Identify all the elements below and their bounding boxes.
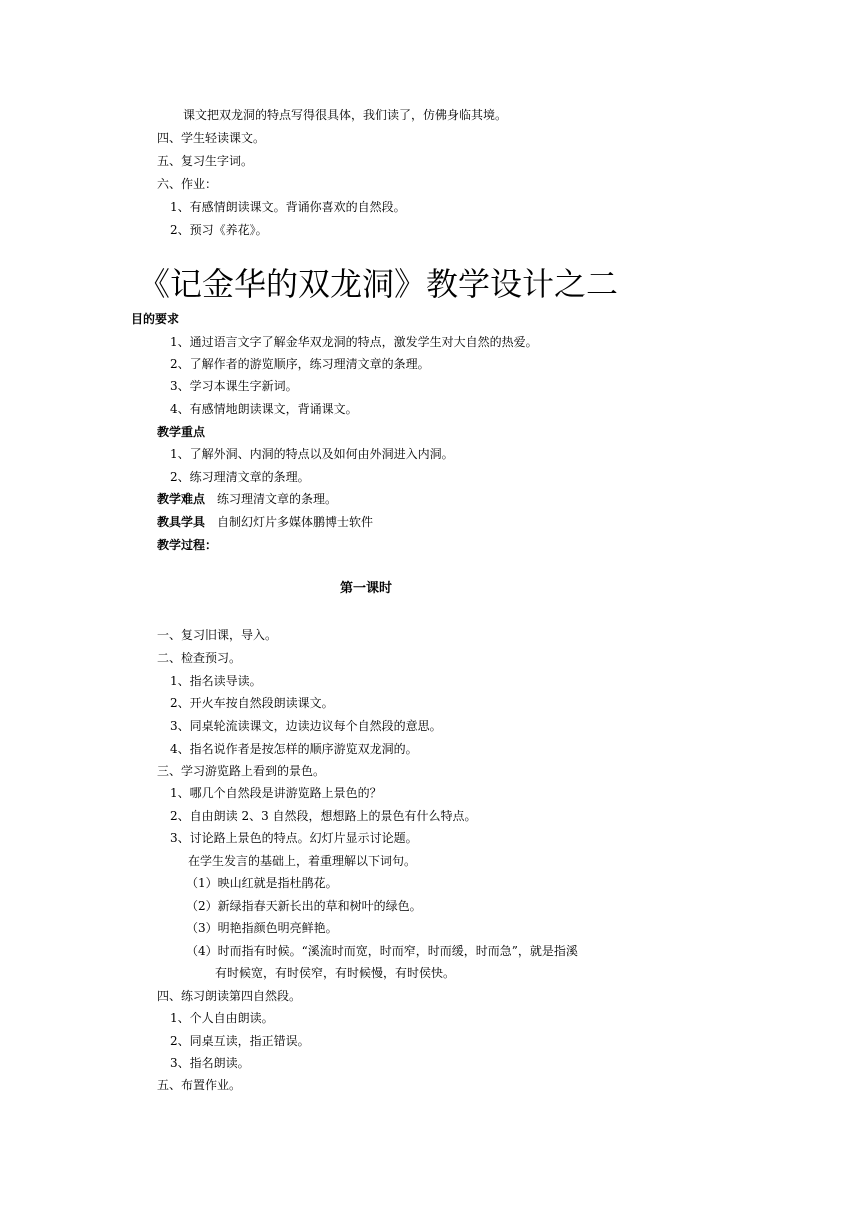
- key-item: 2、练习理清文章的条理。: [170, 470, 310, 484]
- tools-text: 自制幻灯片多媒体鹏博士软件: [217, 515, 374, 529]
- lesson-line: 1、指名读导读。: [170, 674, 262, 688]
- lesson-line: 一、复习旧课，导入。: [157, 628, 278, 642]
- tools-row: [157, 514, 373, 530]
- goal-item: 1、通过语言文字了解金华双龙洞的特点，激发学生对大自然的热爱。: [170, 335, 538, 349]
- goals-heading: 目的要求: [131, 312, 180, 326]
- prev-homework-1: 1、有感情朗读课文。背诵你喜欢的自然段。: [170, 200, 406, 214]
- lesson-line: 有时候宽，有时侯窄，有时候慢，有时侯快。: [215, 966, 456, 980]
- tools-label: 教具学具: [157, 515, 206, 529]
- lesson-line: 1、个人自由朗读。: [170, 1011, 274, 1025]
- key-item: 1、了解外洞、内洞的特点以及如何由外洞进入内洞。: [170, 447, 454, 461]
- lesson-line: 3、讨论路上景色的特点。幻灯片显示讨论题。: [170, 831, 418, 845]
- lesson-line: （1）映山红就是指杜鹃花。: [186, 876, 338, 890]
- lesson-line: 1、哪几个自然段是讲游览路上景色的？: [170, 786, 382, 800]
- prev-step-4: 四、学生轻读课文。: [157, 131, 266, 145]
- difficulty-text: 练习理清文章的条理。: [217, 492, 338, 506]
- lesson-line: 四、练习朗读第四自然段。: [157, 989, 302, 1003]
- prev-text-line: 课文把双龙洞的特点写得很具体，我们读了，仿佛身临其境。: [183, 108, 508, 122]
- lesson-line: 在学生发言的基础上，着重理解以下词句。: [188, 854, 417, 868]
- lesson-line: 2、同桌互读，指正错误。: [170, 1034, 310, 1048]
- lesson-heading: 第一课时: [340, 581, 393, 596]
- prev-step-6: 六、作业：: [157, 177, 218, 191]
- difficulty-row: [157, 491, 337, 507]
- document-title: 《记金华的双龙洞》教学设计之二: [138, 265, 619, 303]
- lesson-line: 3、指名朗读。: [170, 1056, 250, 1070]
- lesson-line: （4）时而指有时候。“溪流时而宽，时而窄，时而缓，时而急”，就是指溪: [186, 944, 578, 958]
- lesson-line: 五、布置作业。: [157, 1078, 242, 1092]
- goal-item: 4、有感情地朗读课文，背诵课文。: [170, 402, 358, 416]
- lesson-line: （2）新绿指春天新长出的草和树叶的绿色。: [186, 899, 422, 913]
- lesson-line: 二、检查预习。: [157, 651, 242, 665]
- goal-item: 2、了解作者的游览顺序，练习理清文章的条理。: [170, 357, 430, 371]
- key-heading: 教学重点: [157, 425, 206, 439]
- goal-item: 3、学习本课生字新词。: [170, 379, 298, 393]
- lesson-line: 3、同桌轮流读课文，边读边议每个自然段的意思。: [170, 719, 442, 733]
- difficulty-label: 教学难点: [157, 492, 206, 506]
- lesson-line: 2、自由朗读 2、3 自然段，想想路上的景色有什么特点。: [170, 809, 477, 823]
- lesson-line: 三、学习游览路上看到的景色。: [157, 764, 326, 778]
- prev-homework-2: 2、预习《养花》。: [170, 223, 268, 237]
- lesson-line: 4、指名说作者是按怎样的顺序游览双龙洞的。: [170, 742, 418, 756]
- lesson-line: 2、开火车按自然段朗读课文。: [170, 696, 334, 710]
- lesson-line: （3）明艳指颜色明亮鲜艳。: [186, 921, 338, 935]
- process-heading: 教学过程：: [157, 538, 218, 552]
- prev-step-5: 五、复习生字词。: [157, 154, 254, 168]
